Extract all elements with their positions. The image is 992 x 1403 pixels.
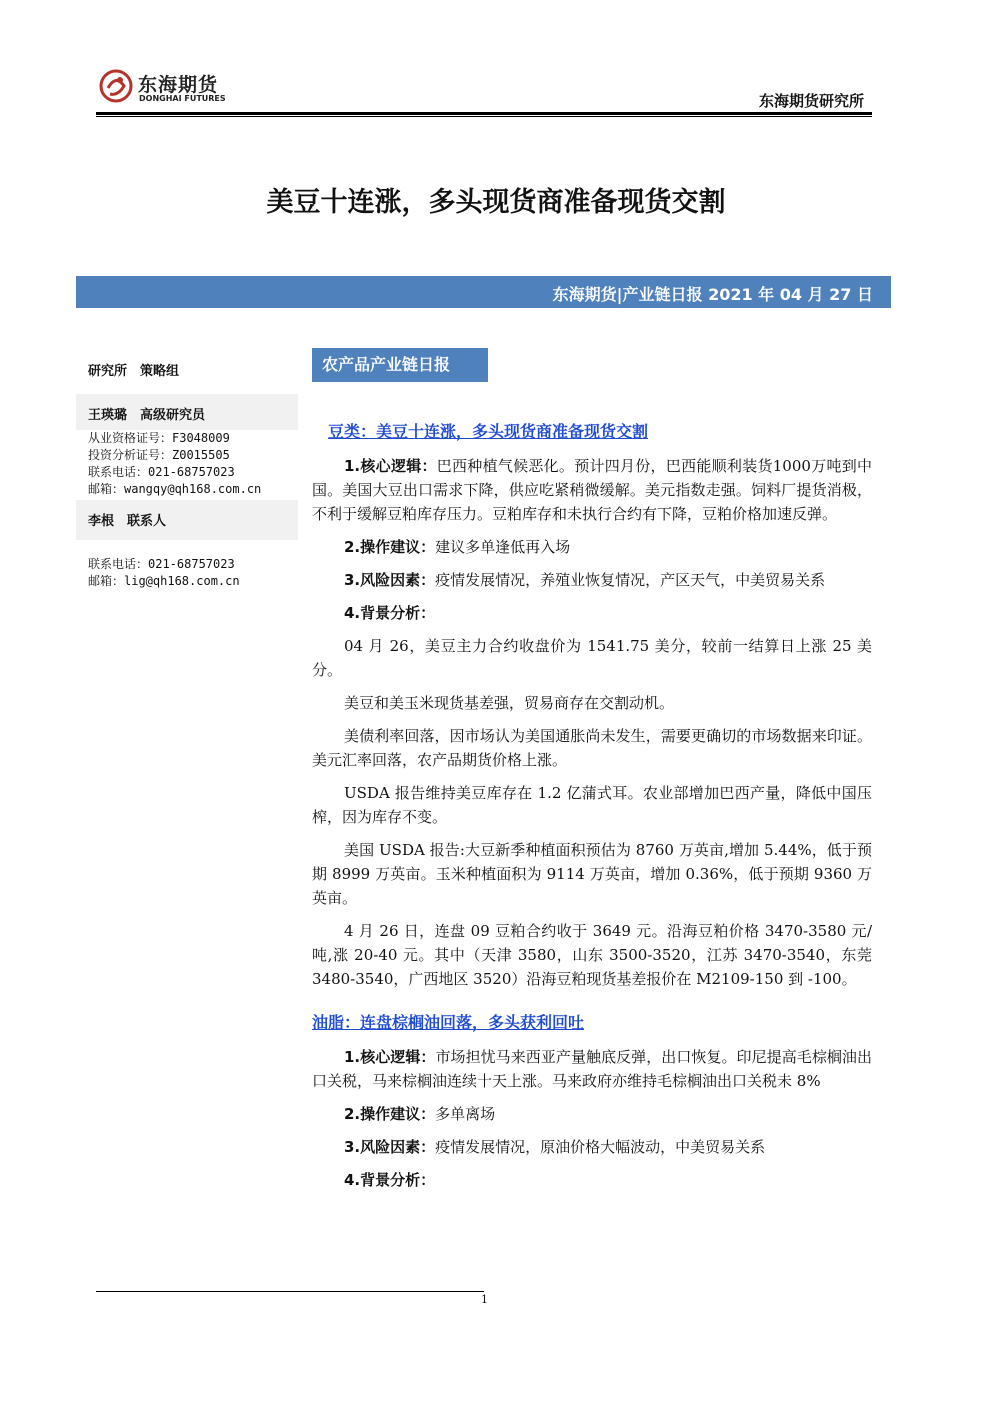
analyst-phone: 联系电话：021-68757023 <box>88 465 235 479</box>
bg-paragraph: 美豆和美玉米现货基差强，贸易商存在交割动机。 <box>344 694 675 712</box>
advice-label: 2.操作建议： <box>344 538 436 556</box>
logo <box>96 66 236 110</box>
section-tag: 农产品产业链日报 <box>312 348 488 382</box>
donghai-logo-icon <box>96 66 136 106</box>
logic-text: 巴西种植气候恶化。预计四月份，巴西能顺利装货1000万吨到中国。美国大豆出口需求下降，供应吃紧稍微缓解。美元指数走强。饲料厂提货消极，不利于缓解豆粕库存压力。豆粕库存和未执行合约有下降，豆粕价格加速反弹。 <box>312 457 872 523</box>
logo-en-text: DONGHAI FUTURES <box>139 94 226 103</box>
analyst-email: 邮箱：wangqy@qh168.com.cn <box>88 482 262 496</box>
logo-cn-text: 东海期货 <box>138 74 219 96</box>
oil-risk <box>312 1135 872 1159</box>
bg-paragraph: USDA 报告维持美豆库存在 1.2 亿蒲式耳。农业部增加巴西产量，降低中国压榨，因为库存不变。 <box>312 784 872 826</box>
bg-paragraph: 美国 USDA 报告:大豆新季种植面积预估为 8760 万英亩,增加 5.44%，低于预期 8999 万英亩。玉米种植面积为 9114 万英亩，增加 0.36%，低于预期 9360 万英亩。 <box>312 841 872 907</box>
group-label: 研究所 策略组 <box>76 352 298 382</box>
institute-name: 东海期货研究所 <box>758 92 864 110</box>
report-title: 美豆十连涨，多头现货商准备现货交割 <box>266 187 726 218</box>
bg-label: 4.背景分析： <box>344 1171 436 1189</box>
header-rule-thin <box>96 116 872 117</box>
bg-paragraph: 4 月 26 日，连盘 09 豆粕合约收于 3649 元。沿海豆粕价格 3470-3580 元/吨,涨 20-40 元。其中（天津 3580，山东 3500-3520，江苏 3470-3540，东莞 3480-3540，广西地区 3520）沿海豆粕现货基差报价在 M2109-150 到 -100。 <box>312 922 872 988</box>
logic-text: 市场担忧马来西亚产量触底反弹，出口恢复。印尼提高毛棕榈油出口关税，马来棕榈油连续十天上涨。马来政府亦维持毛棕榈油出口关税未 8% <box>312 1048 872 1090</box>
analyst-info <box>76 430 298 498</box>
advice-label: 2.操作建议： <box>344 1105 436 1123</box>
risk-label: 3.风险因素： <box>344 571 436 589</box>
advice-text: 建议多单逢低再入场 <box>435 538 571 556</box>
bg-label: 4.背景分析： <box>344 604 436 622</box>
contact-email: 邮箱：lig@qh168.com.cn <box>88 574 240 588</box>
report-body <box>312 420 872 1201</box>
footer-rule <box>96 1291 484 1292</box>
section-title-soy[interactable]: 豆类：美豆十连涨，多头现货商准备现货交割 <box>328 422 649 441</box>
bg-paragraph: 美债利率回落，因市场认为美国通胀尚未发生，需要更确切的市场数据来印证。美元汇率回落，农产品期货价格上涨。 <box>312 727 872 769</box>
soy-risk <box>312 568 872 592</box>
oil-bg-heading <box>312 1168 872 1192</box>
section-title-oil[interactable]: 油脂：连盘棕榈油回落，多头获利回吐 <box>312 1013 585 1032</box>
risk-text: 疫情发展情况，原油价格大幅波动，中美贸易关系 <box>435 1138 766 1156</box>
risk-label: 3.风险因素： <box>344 1138 436 1156</box>
contact-name: 李根 联系人 <box>76 500 298 540</box>
oil-advice <box>312 1102 872 1126</box>
header-rule <box>96 112 872 115</box>
contact-phone: 联系电话：021-68757023 <box>88 557 235 571</box>
author-sidebar <box>76 352 298 590</box>
page-number: 1 <box>481 1293 488 1306</box>
analyst-invest-cert: 投资分析证号：Z0015505 <box>88 448 230 462</box>
logic-label: 1.核心逻辑： <box>344 457 437 475</box>
soy-bg-heading <box>312 601 872 625</box>
soy-logic <box>312 454 872 526</box>
risk-text: 疫情发展情况，养殖业恢复情况，产区天气，中美贸易关系 <box>435 571 826 589</box>
soy-advice <box>312 535 872 559</box>
logic-label: 1.核心逻辑： <box>344 1048 436 1066</box>
bg-paragraph: 04 月 26，美豆主力合约收盘价为 1541.75 美分，较前一结算日上涨 25 美分。 <box>312 637 872 679</box>
date-bar <box>76 276 891 308</box>
analyst-cert: 从业资格证号：F3048009 <box>88 431 230 445</box>
oil-logic <box>312 1045 872 1093</box>
contact-info <box>76 556 298 590</box>
date-text: 东海期货|产业链日报 2021 年 04 月 27 日 <box>552 285 873 304</box>
advice-text: 多单离场 <box>435 1105 496 1123</box>
analyst-name: 王瑛璐 高级研究员 <box>76 394 298 430</box>
